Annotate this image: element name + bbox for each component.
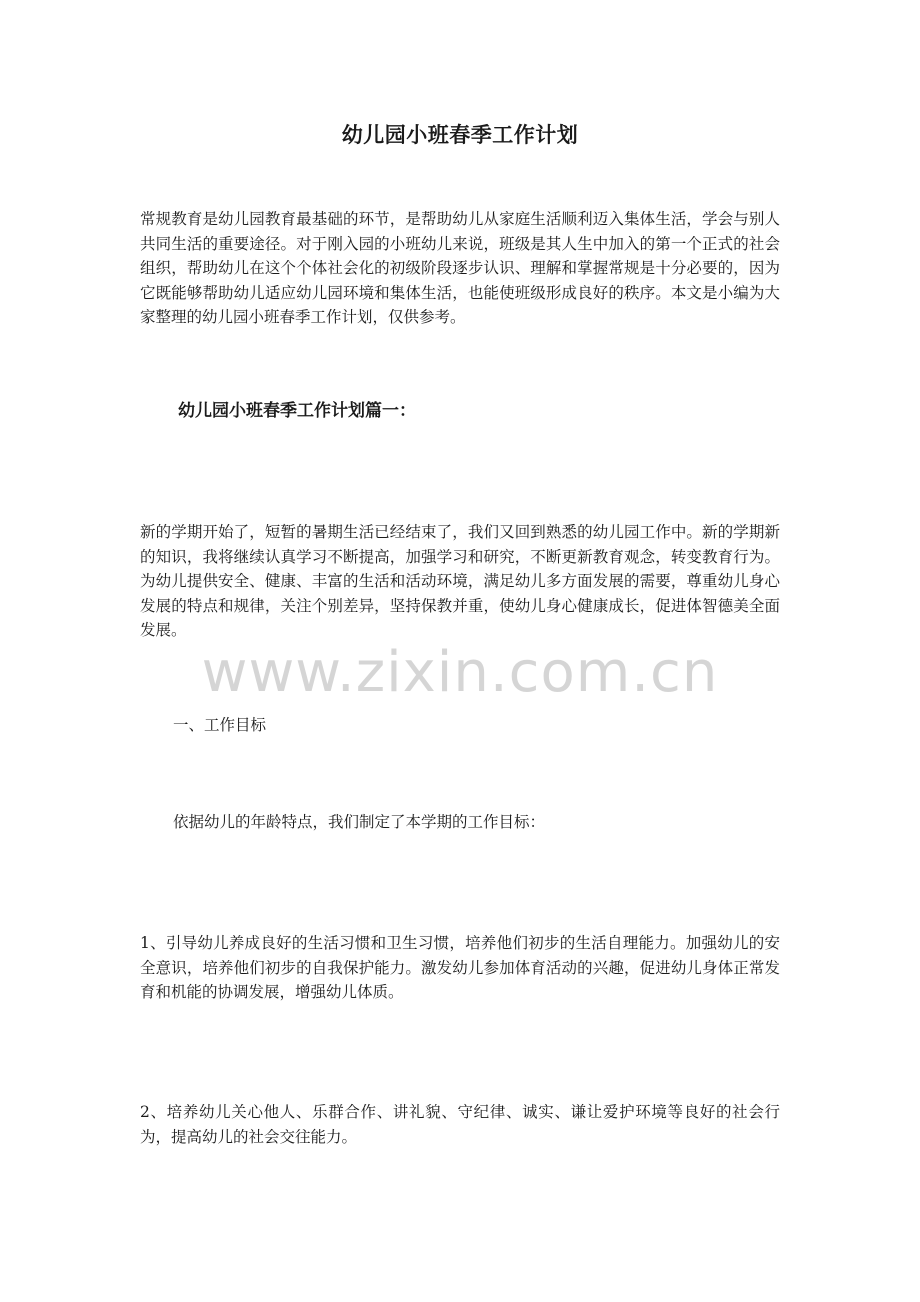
intro-paragraph: 常规教育是幼儿园教育最基础的环节，是帮助幼儿从家庭生活顺利迈入集体生活，学会与别人共同生活的重要途径。对于刚入园的小班幼儿来说，班级是其人生中加入的第一个正式的社会组织，帮助幼儿在这个个体社会化的初级阶段逐步认识、理解和掌握常规是十分必要的，因为它既能够帮助幼儿适应幼儿园环境和集体生活，也能使班级形成良好的秩序。本文是小编为大家整理的幼儿园小班春季工作计划，仅供参考。	[140, 210, 780, 326]
section-subheading: 幼儿园小班春季工作计划篇一：	[178, 401, 416, 421]
work-goals-heading: 一、工作目标	[173, 716, 267, 734]
body-paragraph: 新的学期开始了，短暂的暑期生活已经结束了，我们又回到熟悉的幼儿园工作中。新的学期新的知识，我将继续认真学习不断提高，加强学习和研究，不断更新教育观念，转变教育行为。为幼儿提供安全、健康、丰富的生活和活动环境，满足幼儿多方面发展的需要，尊重幼儿身心发展的特点和规律，关注个别差异，坚持保教并重，使幼儿身心健康成长，促进体智德美全面发展。	[140, 523, 780, 639]
goal-item-1: 1、引导幼儿养成良好的生活习惯和卫生习惯，培养他们初步的生活自理能力。加强幼儿的安全意识，培养他们初步的自我保护能力。激发幼儿参加体育活动的兴趣，促进幼儿身体正常发育和机能的协调发展，增强幼儿体质。	[140, 934, 780, 1001]
goal-item-2: 2、培养幼儿关心他人、乐群合作、讲礼貌、守纪律、诚实、谦让爱护环境等良好的社会行为，提高幼儿的社会交往能力。	[140, 1103, 780, 1146]
document-title: 幼儿园小班春季工作计划	[341, 122, 579, 147]
watermark: www.zixin.com.cn	[201, 640, 719, 705]
work-goals-lead: 依据幼儿的年龄特点，我们制定了本学期的工作目标：	[173, 813, 546, 831]
